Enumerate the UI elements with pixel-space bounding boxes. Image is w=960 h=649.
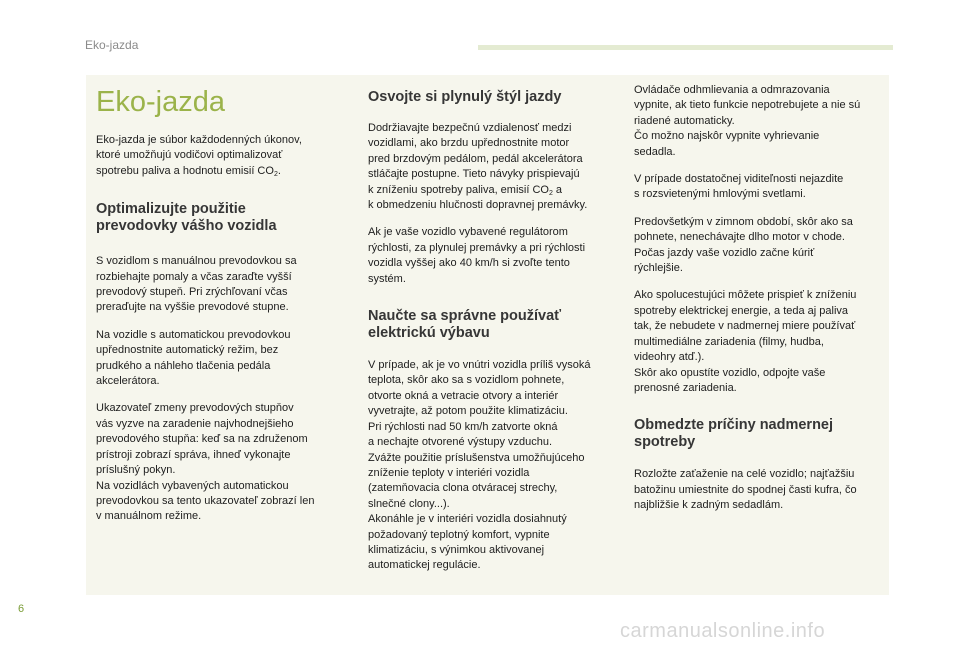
gear-heading: Optimalizujte použitie prevodovky vášho vozidla — [96, 201, 277, 235]
col3-paragraph-4: Ako spolucestujúci môžete prispieť k zníženiu spotreby elektrickej energie, a teda aj paliva tak, že nebudete v nadmernej miere používať multimediálne zariadenia (filmy, hudba, videohry atď.). Skôr ako opustíte vozidlo, odpojte vaše prenosné zariadenia. — [634, 289, 857, 394]
col3-paragraph-3: Predovšetkým v zimnom období, skôr ako sa pohnete, nenechávajte dlho motor v chode. Počas jazdy vaše vozidlo začne kúriť rýchlejšie. — [634, 215, 853, 275]
smooth-driving-heading: Osvojte si plynulý štýl jazdy — [368, 89, 562, 105]
watermark: carmanualsonline.info — [620, 620, 826, 642]
page-title: Eko-jazda — [96, 86, 225, 118]
col3-paragraph-1: Ovládače odhmlievania a odmrazovania vypnite, ak tieto funkcie nepotrebujete a nie sú riadené automaticky. Čo možno najskôr vypnite vyhrievanie sedadla. — [634, 84, 861, 158]
smooth-paragraph-1: Dodržiavajte bezpečnú vzdialenosť medzi vozidlami, ako brzdu upřednostnite motor pred brzdovým pedálom, pedál akcelerátora stláčajte postupne. Tieto návyky prispievajú k zníženiu spotreby paliva, emisií $CO_2$ a k obmedzeniu hlučnosti dopravnej premávky. — [368, 122, 588, 212]
gear-paragraph-3: Ukazovateľ zmeny prevodových stupňov vás vyzve na zaradenie najvhodnejšieho prevodového stupňa: keď sa na združenom prístroji zobrazí správa, ihneď vykonajte príslušný pokyn. Na vozidlách vybavených automatickou prevodovkou sa tento ukazovateľ zobrazí len v manuálnom režime. — [96, 402, 315, 523]
smooth-paragraph-2: Ak je vaše vozidlo vybavené regulátorom rýchlosti, za plynulej premávky a pri rýchlosti vozidla vyššej ako 40 km/h si zvoľte tento systém. — [368, 226, 586, 285]
electric-paragraph-1: V prípade, ak je vo vnútri vozidla príliš vysoká teplota, skôr ako sa s vozidlom pohnete, otvorte okná a vetracie otvory a interiér vyvetrajte, až potom použite klimatizáciu. Pri rýchlosti nad 50 km/h zatvorte okná a nechajte otvorené výstupy vzduchu. Zvážte použitie príslušenstva umožňujúceho zníženie teploty v interiéri vozidla (zatemňovacia clona otváracej strechy, slnečné clony...). Akonáhle je v interiéri vozidla dosiahnutý požadovaný teplotný komfort, vypnite klimatizáciu, s výnimkou aktivovanej automatickej regulácie. — [368, 359, 591, 572]
intro-paragraph: Eko-jazda je súbor každodenných úkonov, ktoré umožňujú vodičovi optimalizovať spotrebu paliva a hodnotu emisií $CO_2$. — [96, 134, 302, 178]
column-3 — [634, 75, 884, 514]
electric-heading: Naučte sa správne používať elektrickú výbavu — [368, 308, 562, 342]
gear-paragraph-2: Na vozidle s automatickou prevodovkou upřednostnite automatický režim, bez prudkého a náhleho tlačenia pedála akcelerátora. — [96, 328, 291, 388]
page-number: 6 — [18, 603, 25, 615]
header-title: Eko-jazda — [85, 38, 139, 52]
gear-paragraph-1: S vozidlom s manuálnou prevodovkou sa rozbiehajte pomaly a včas zaraďte vyšší prevodový stupeň. Pri zrýchľovaní včas preraďujte na vyššie prevodové stupne. — [96, 255, 297, 314]
load-heading: Obmedzte príčiny nadmernej spotreby — [634, 417, 834, 451]
col3-paragraph-2: V prípade dostatočnej viditeľnosti nejazdite s rozsvietenými hmlovými svetlami. — [634, 173, 844, 201]
content-panel — [86, 75, 889, 595]
column-2 — [368, 75, 616, 574]
load-paragraph-1: Rozložte zaťaženie na celé vozidlo; najťažšiu batožinu umiestnite do spodnej časti kufra, čo najbližšie k zadným sedadlám. — [634, 468, 857, 512]
header-accent-bar — [478, 45, 893, 50]
column-1 — [96, 75, 348, 525]
